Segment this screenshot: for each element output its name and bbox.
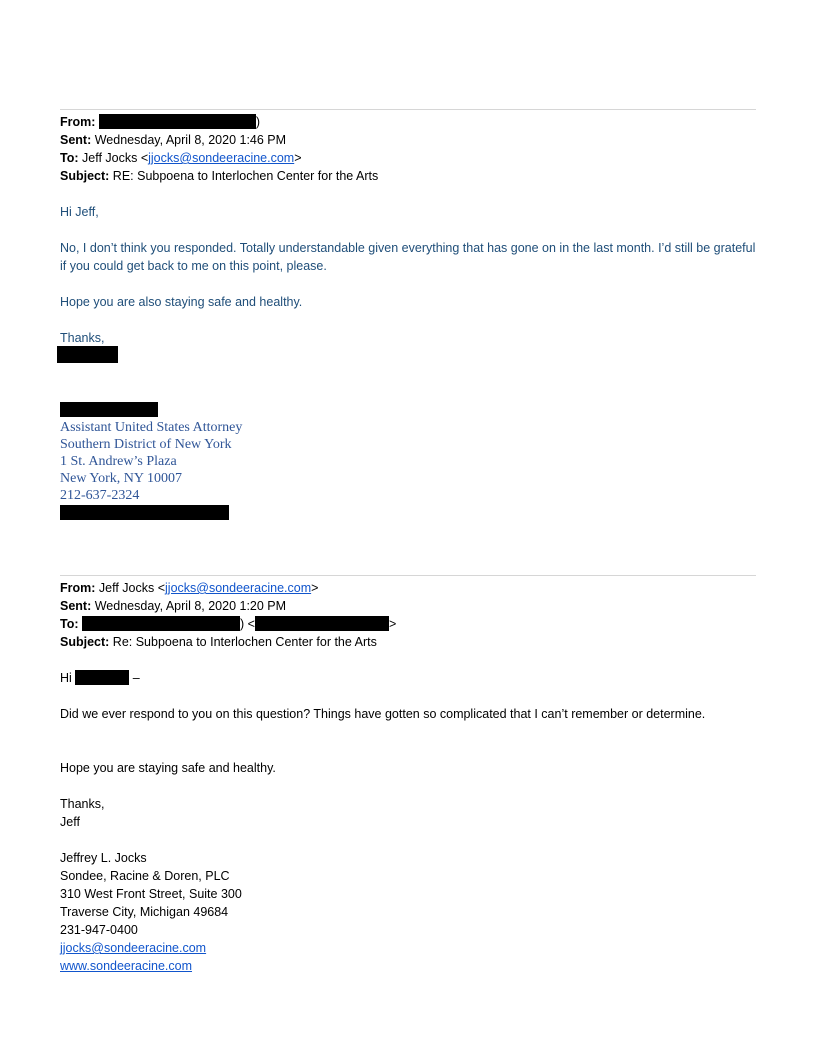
greeting-start: Hi <box>60 671 72 685</box>
redaction-bar <box>255 616 389 631</box>
sent-label: Sent: <box>60 599 92 613</box>
to-tail: > <box>388 617 397 631</box>
sent-value: Wednesday, April 8, 2020 1:46 PM <box>94 133 287 147</box>
subject-value: Re: Subpoena to Interlochen Center for the Arts <box>112 635 377 649</box>
signature-website-link[interactable]: www.sondeeracine.com <box>60 959 193 973</box>
signature-phone: 231-947-0400 <box>60 923 138 937</box>
email1-subject-line <box>60 167 378 185</box>
email2-from-line <box>60 579 318 597</box>
email2-closing-name: Jeff <box>60 815 80 829</box>
to-email-link[interactable]: jjocks@sondeeracine.com <box>148 151 295 165</box>
email1-to-line <box>60 149 302 167</box>
email2-closing: Thanks, <box>60 797 105 811</box>
email2-body-paragraph: Did we ever respond to you on this question? Things have gotten so complicated that I can’t remember or determine. <box>60 707 706 721</box>
signature-website-row <box>60 957 192 975</box>
signature-address-1: 1 St. Andrew’s Plaza <box>60 454 177 469</box>
subject-label: Subject: <box>60 169 110 183</box>
subject-value: RE: Subpoena to Interlochen Center for the Arts <box>112 169 379 183</box>
signature-title: Assistant United States Attorney <box>60 420 243 435</box>
email2-greeting <box>60 669 140 687</box>
signature-office: Southern District of New York <box>60 437 232 452</box>
email2-subject-line <box>60 633 377 651</box>
signature-address-2: Traverse City, Michigan 49684 <box>60 905 229 919</box>
from-label: From: <box>60 115 96 129</box>
signature-phone: 212-637-2324 <box>60 488 140 503</box>
email2-to-line <box>60 615 396 633</box>
email1-closing: Thanks, <box>60 331 105 345</box>
redaction-bar <box>75 670 129 685</box>
email1-body-paragraph-2: Hope you are also staying safe and healthy. <box>60 295 303 309</box>
sent-value: Wednesday, April 8, 2020 1:20 PM <box>94 599 287 613</box>
from-tail: > <box>311 581 319 595</box>
email2-sent-line <box>60 597 286 615</box>
signature-address-2: New York, NY 10007 <box>60 471 182 486</box>
from-name: Jeff Jocks < <box>98 581 166 595</box>
to-tail: > <box>294 151 302 165</box>
signature-name: Jeffrey L. Jocks <box>60 851 147 865</box>
email1-sent-line <box>60 131 286 149</box>
subject-label: Subject: <box>60 635 110 649</box>
redaction-bar <box>57 346 118 363</box>
from-label: From: <box>60 581 96 595</box>
header-divider <box>60 575 756 576</box>
signature-address-1: 310 West Front Street, Suite 300 <box>60 887 242 901</box>
email1-from-line <box>60 113 260 131</box>
signature-firm: Sondee, Racine & Doren, PLC <box>60 869 230 883</box>
redaction-bar <box>82 616 240 631</box>
to-label: To: <box>60 151 79 165</box>
sent-label: Sent: <box>60 133 92 147</box>
redaction-bar <box>60 402 158 417</box>
from-email-link[interactable]: jjocks@sondeeracine.com <box>165 581 312 595</box>
to-name: Jeff Jocks < <box>82 151 149 165</box>
email1-body-paragraph: No, I don’t think you responded. Totally understandable given everything that has gone on in the last month. I’d still be grateful if you could get back to me on this point, please. <box>60 241 756 273</box>
redaction-bar <box>99 114 256 129</box>
header-divider <box>60 109 756 110</box>
greeting-end: – <box>132 671 140 685</box>
from-tail: ) <box>255 115 261 129</box>
email1-greeting: Hi Jeff, <box>60 205 99 219</box>
to-mid: ) < <box>240 617 255 631</box>
signature-email-row <box>60 939 206 957</box>
signature-email-link[interactable]: jjocks@sondeeracine.com <box>60 941 207 955</box>
redaction-bar <box>60 505 229 520</box>
to-label: To: <box>60 617 79 631</box>
email2-body-paragraph-2: Hope you are staying safe and healthy. <box>60 761 276 775</box>
